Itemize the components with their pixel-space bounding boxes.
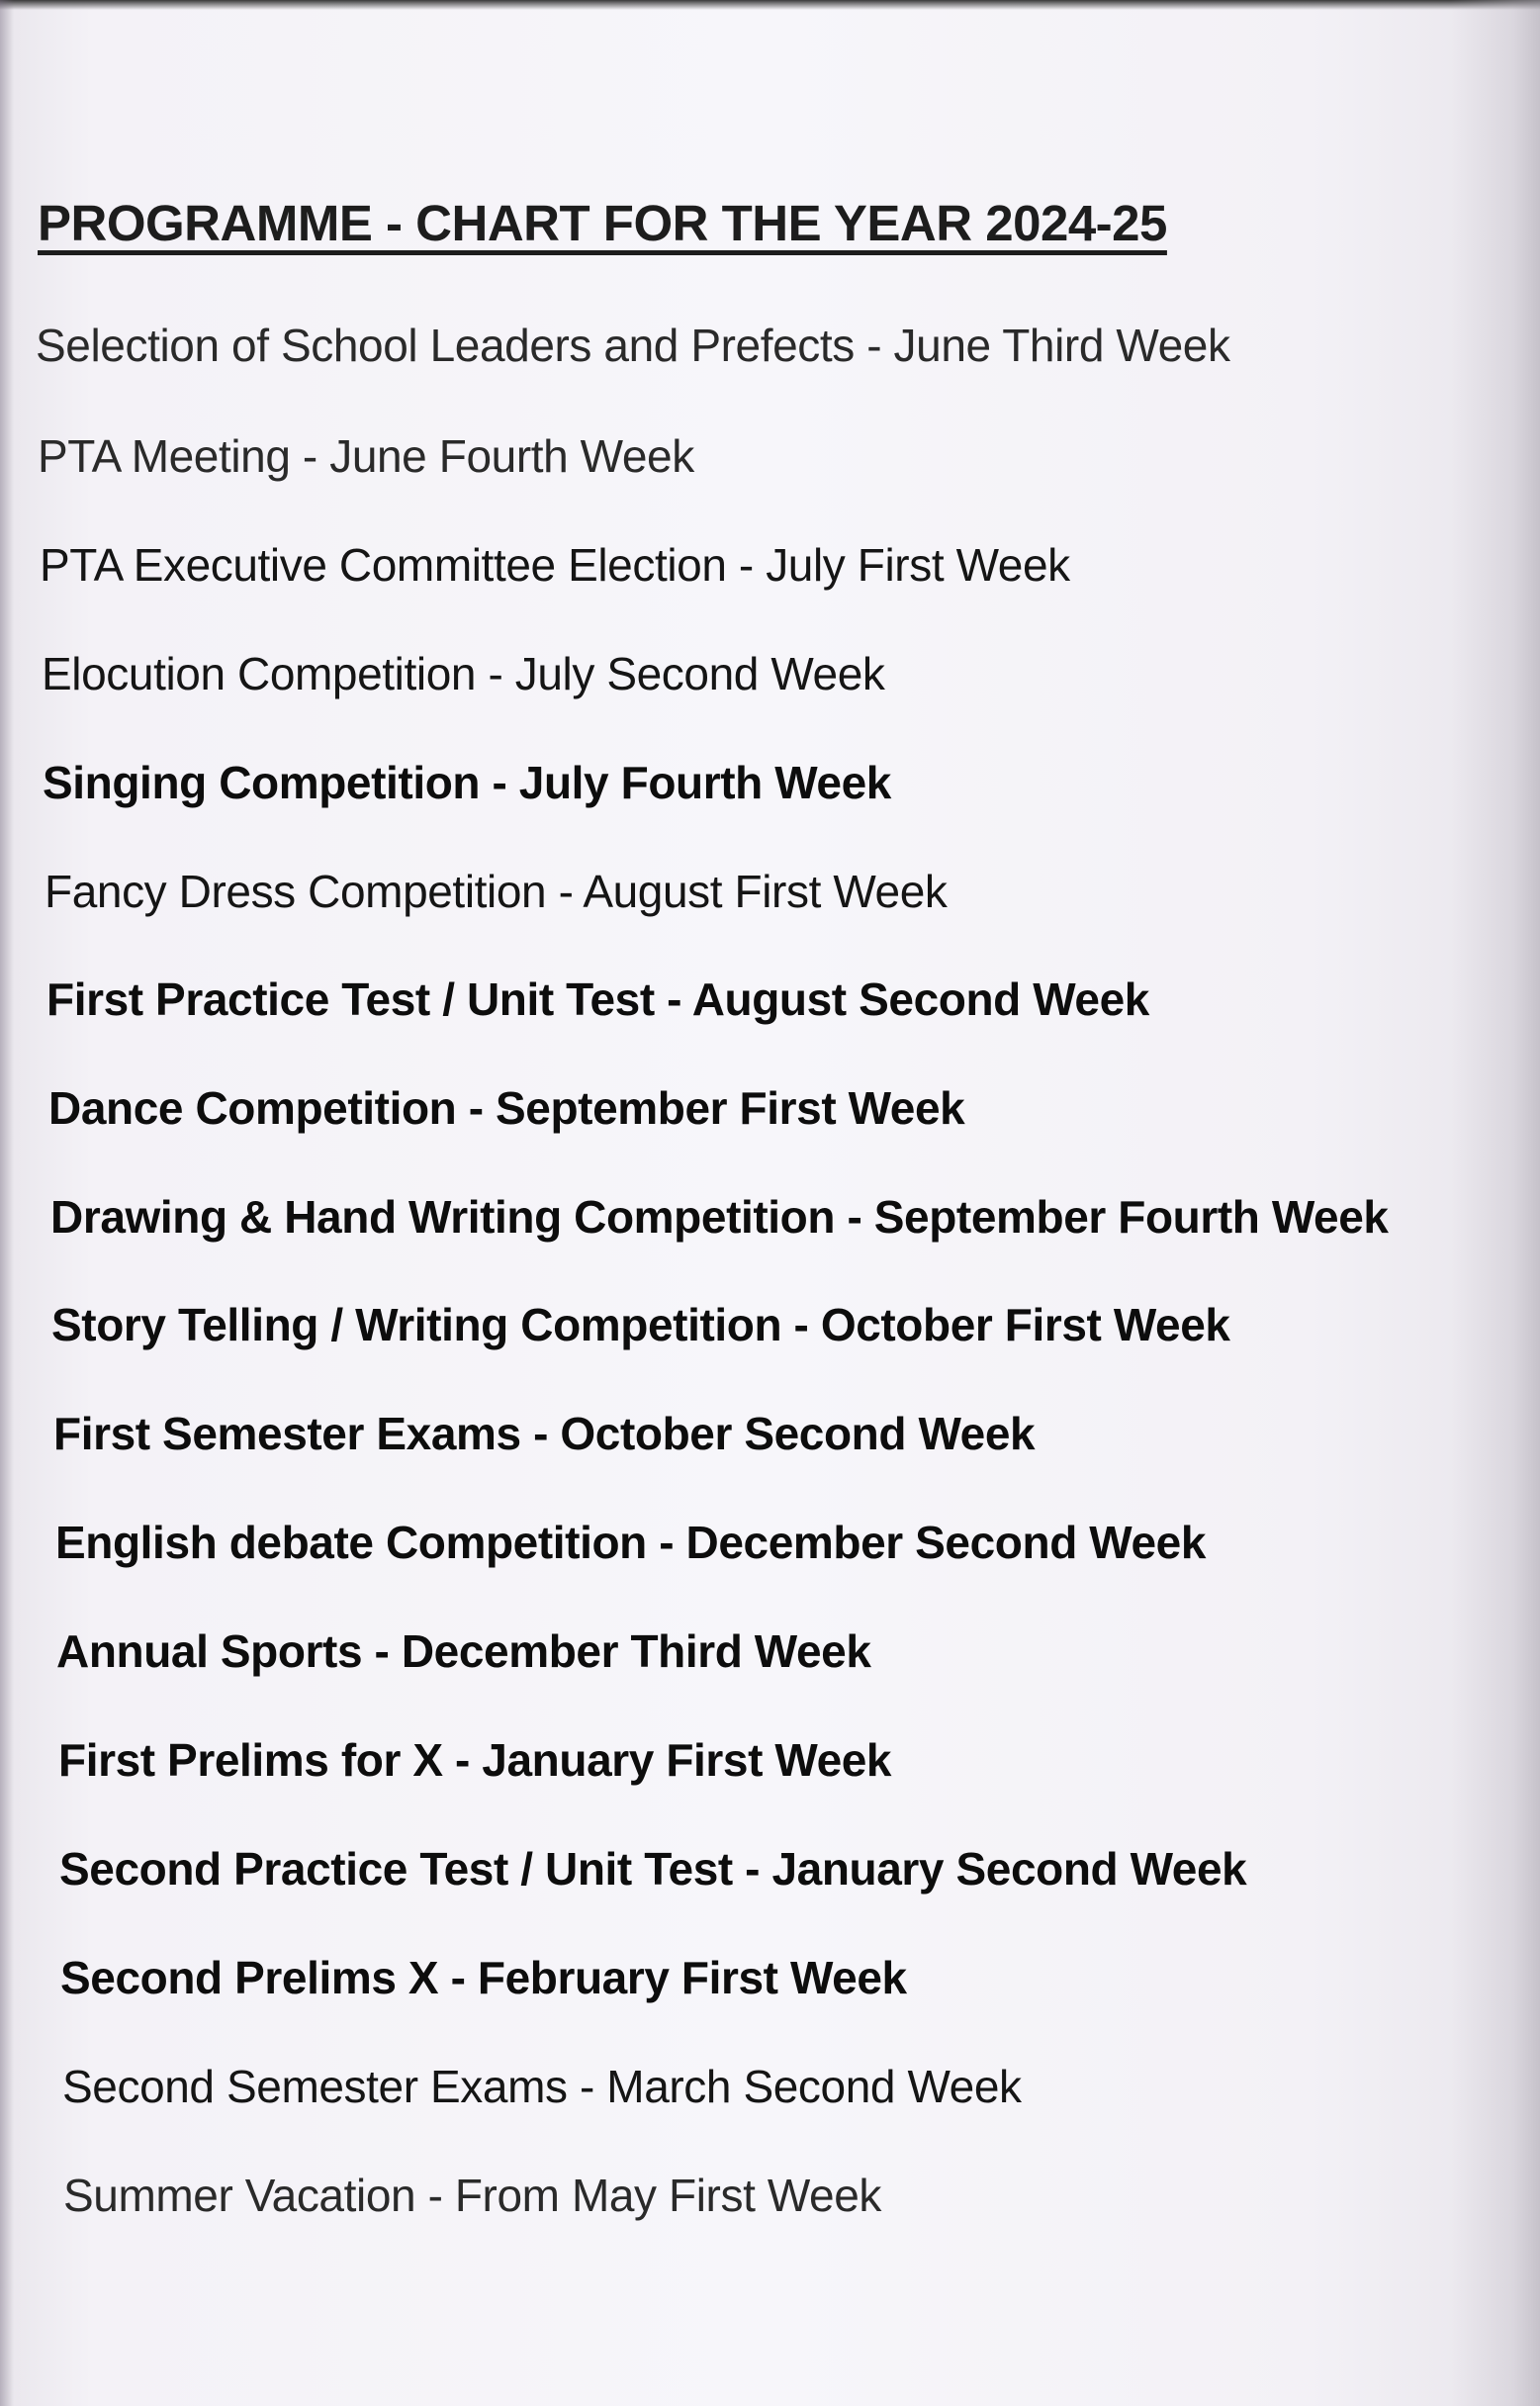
programme-item: PTA Executive Committee Election - July First Week: [40, 539, 1070, 591]
programme-item: First Semester Exams - October Second Week: [53, 1408, 1036, 1459]
programme-item: Fancy Dress Competition - August First Week: [45, 866, 948, 917]
programme-item: Story Telling / Writing Competition - October First Week: [51, 1299, 1230, 1350]
programme-item: Second Prelims X - February First Week: [60, 1952, 907, 2003]
programme-item: English debate Competition - December Second Week: [55, 1517, 1207, 1568]
page-title: PROGRAMME - CHART FOR THE YEAR 2024-25: [38, 195, 1167, 251]
programme-item: Second Semester Exams - March Second Week: [62, 2061, 1022, 2112]
programme-item: Dance Competition - September First Week: [48, 1082, 965, 1134]
programme-item: Selection of School Leaders and Prefects - June Third Week: [36, 320, 1230, 371]
programme-item: Drawing & Hand Writing Competition - September Fourth Week: [50, 1191, 1389, 1243]
programme-item: PTA Meeting - June Fourth Week: [38, 430, 694, 482]
programme-item: First Prelims for X - January First Week: [58, 1734, 892, 1786]
programme-item: Singing Competition - July Fourth Week: [43, 757, 891, 808]
programme-item: Summer Vacation - From May First Week: [63, 2170, 881, 2221]
page-right-edge: [1451, 0, 1540, 2406]
programme-item: Annual Sports - December Third Week: [56, 1625, 871, 1677]
programme-item: Second Practice Test / Unit Test - January Second Week: [59, 1843, 1247, 1895]
programme-item: First Practice Test / Unit Test - August Second Week: [46, 973, 1149, 1025]
page-top-shadow: [0, 0, 1540, 10]
programme-item: Elocution Competition - July Second Week: [42, 648, 885, 699]
page-left-edge: [0, 0, 14, 2406]
